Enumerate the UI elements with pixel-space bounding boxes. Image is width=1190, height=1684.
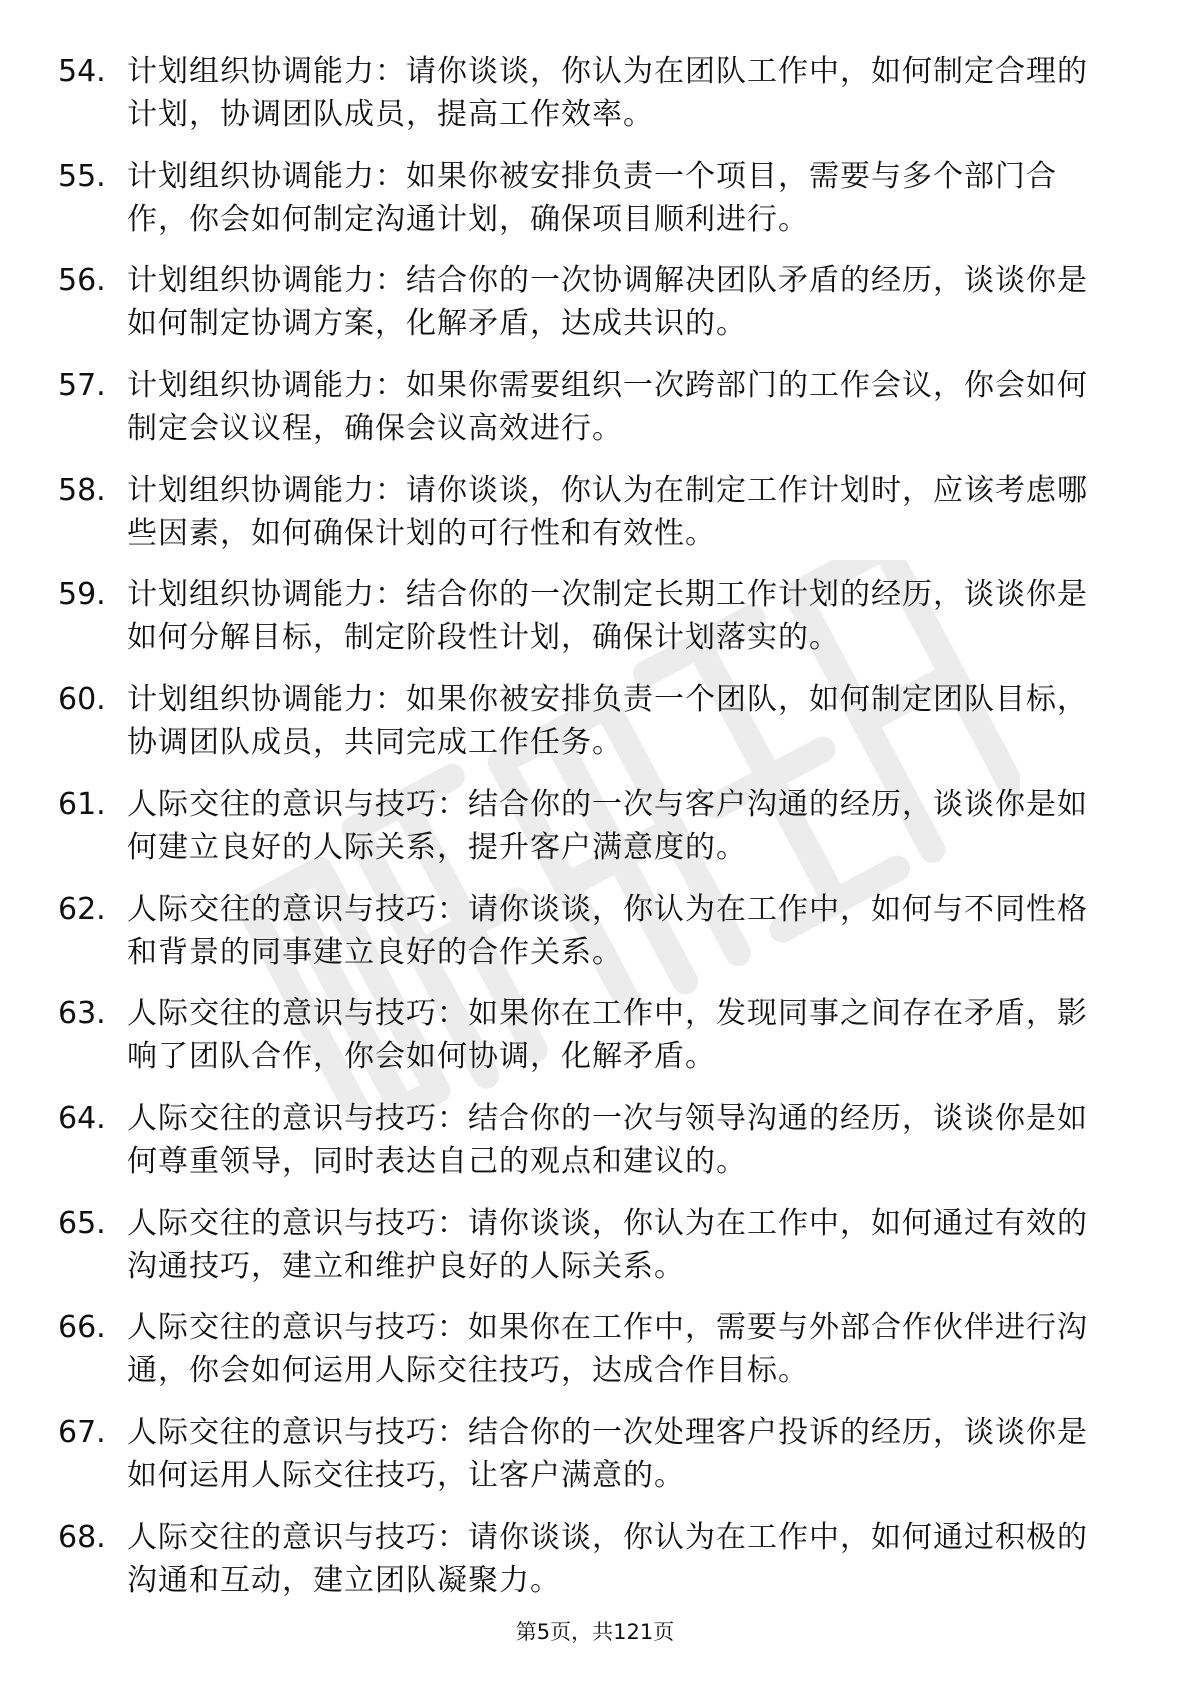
question-text: 计划组织协调能力：结合你的一次协调解决团队矛盾的经历，谈谈你是如何制定协调方案，化解矛盾，达成共识的。 xyxy=(127,263,1088,342)
question-number: 62. xyxy=(58,891,106,927)
question-text: 人际交往的意识与技巧：结合你的一次与客户沟通的经历，谈谈你是如何建立良好的人际关系，提升客户满意度的。 xyxy=(127,786,1088,865)
question-text: 计划组织协调能力：如果你被安排负责一个项目，需要与多个部门合作，你会如何制定沟通计划，确保项目顺利进行。 xyxy=(127,158,1057,237)
question-item xyxy=(0,888,1190,993)
question-text: 人际交往的意识与技巧：请你谈谈，你认为在工作中，如何通过积极的沟通和互动，建立团队凝聚力。 xyxy=(127,1519,1088,1598)
question-text: 计划组织协调能力：请你谈谈，你认为在制定工作计划时，应该考虑哪些因素，如何确保计划的可行性和有效性。 xyxy=(127,472,1088,551)
question-number: 67. xyxy=(58,1414,106,1450)
question-item xyxy=(0,469,1190,574)
question-item xyxy=(0,1411,1190,1516)
question-text: 人际交往的意识与技巧：如果你在工作中，发现同事之间存在矛盾，影响了团队合作，你会如何协调，化解矛盾。 xyxy=(127,996,1088,1075)
question-item xyxy=(0,1097,1190,1202)
question-number: 58. xyxy=(58,472,106,508)
question-number: 61. xyxy=(58,786,106,822)
question-item xyxy=(0,783,1190,888)
page-footer: 第5页，共121页 xyxy=(515,1620,675,1644)
question-number: 55. xyxy=(58,158,106,194)
question-item xyxy=(0,1516,1190,1621)
question-number: 59. xyxy=(58,577,106,613)
question-number: 54. xyxy=(58,54,106,89)
question-item xyxy=(0,573,1190,678)
question-text: 人际交往的意识与技巧：请你谈谈，你认为在工作中，如何通过有效的沟通技巧，建立和维护良好的人际关系。 xyxy=(127,1205,1088,1284)
question-item xyxy=(0,678,1190,783)
question-number: 64. xyxy=(58,1100,106,1136)
question-text: 人际交往的意识与技巧：结合你的一次处理客户投诉的经历，谈谈你是如何运用人际交往技巧，让客户满意的。 xyxy=(127,1414,1088,1493)
question-text: 计划组织协调能力：如果你被安排负责一个团队，如何制定团队目标，协调团队成员，共同完成工作任务。 xyxy=(127,682,1088,761)
question-number: 63. xyxy=(58,996,106,1032)
question-item xyxy=(0,50,1190,155)
question-item xyxy=(0,155,1190,260)
question-item xyxy=(0,259,1190,364)
question-text: 人际交往的意识与技巧：如果你在工作中，需要与外部合作伙伴进行沟通，你会如何运用人际交往技巧，达成合作目标。 xyxy=(127,1310,1088,1389)
question-text: 计划组织协调能力：结合你的一次制定长期工作计划的经历，谈谈你是如何分解目标，制定阶段性计划，确保计划落实的。 xyxy=(127,577,1088,656)
question-number: 57. xyxy=(58,368,106,404)
question-item xyxy=(0,1202,1190,1307)
question-item xyxy=(0,992,1190,1097)
question-text: 计划组织协调能力：如果你需要组织一次跨部门的工作会议，你会如何制定会议议程，确保会议高效进行。 xyxy=(127,368,1088,447)
question-text: 计划组织协调能力：请你谈谈，你认为在团队工作中，如何制定合理的计划，协调团队成员，提高工作效率。 xyxy=(127,54,1088,132)
question-text: 人际交往的意识与技巧：请你谈谈，你认为在工作中，如何与不同性格和背景的同事建立良好的合作关系。 xyxy=(127,891,1088,970)
question-text: 人际交往的意识与技巧：结合你的一次与领导沟通的经历，谈谈你是如何尊重领导，同时表达自己的观点和建议的。 xyxy=(127,1100,1088,1179)
question-number: 60. xyxy=(58,682,106,718)
question-number: 68. xyxy=(58,1519,106,1555)
question-list xyxy=(0,50,1190,1620)
question-number: 65. xyxy=(58,1205,106,1241)
question-item xyxy=(0,1306,1190,1411)
question-number: 66. xyxy=(58,1310,106,1346)
question-item xyxy=(0,364,1190,469)
question-number: 56. xyxy=(58,263,106,299)
